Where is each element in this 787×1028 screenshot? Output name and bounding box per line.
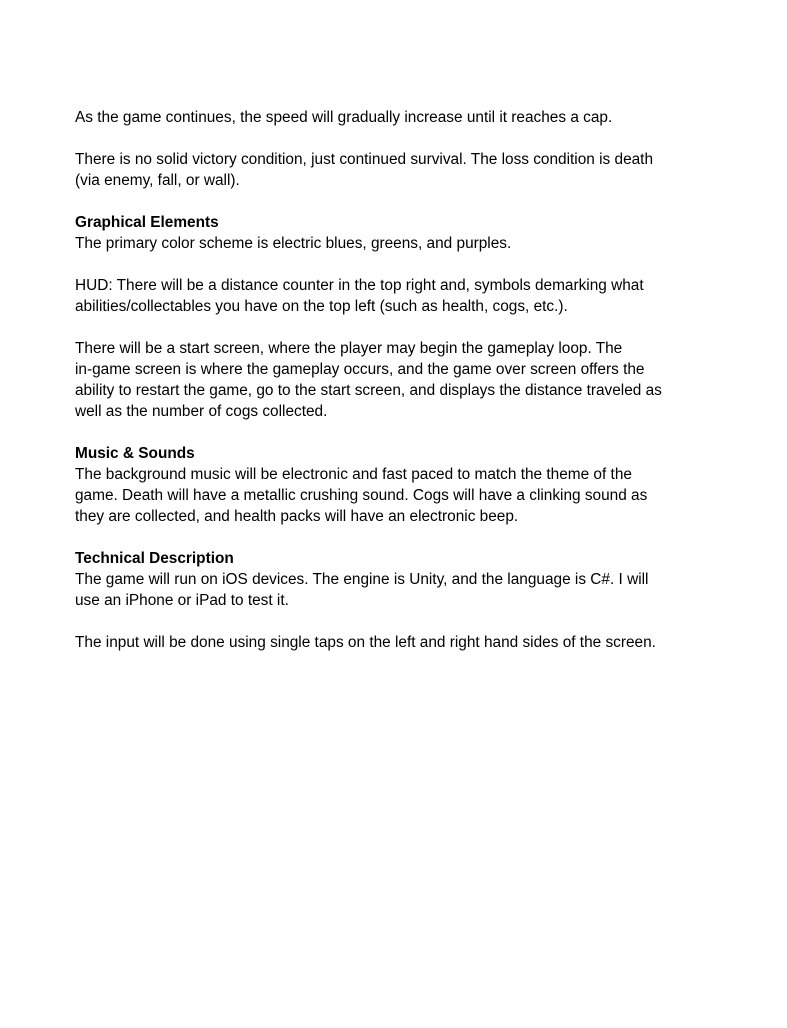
music-sounds-section [75,443,715,527]
technical-description-section [75,548,715,653]
speed-paragraph: As the game continues, the speed will gradually increase until it reaches a cap. [75,109,613,126]
input-paragraph: The input will be done using single taps on the left and right hand sides of the screen. [75,634,656,651]
music-paragraph: The background music will be electronic and fast paced to match the theme of the game. Death will have a metallic crushing sound. Cogs will have a clinking sound as they are collected, and health packs will have an electronic beep. [75,466,648,525]
screens-paragraph: There will be a start screen, where the player may begin the gameplay loop. The in-game screen is where the gameplay occurs, and the game over screen offers the ability to restart the game, go to the start screen, and displays the distance traveled as well as the number of cogs collected. [75,340,662,420]
document-body [75,107,715,674]
graphical-elements-heading: Graphical Elements [75,214,219,231]
graphical-elements-section [75,212,715,422]
music-sounds-heading: Music & Sounds [75,445,195,462]
victory-paragraph: There is no solid victory condition, just continued survival. The loss condition is death (via enemy, fall, or wall). [75,151,654,189]
platform-paragraph: The game will run on iOS devices. The engine is Unity, and the language is C#. I will use an iPhone or iPad to test it. [75,571,649,609]
hud-paragraph: HUD: There will be a distance counter in the top right and, symbols demarking what abilities/collectables you have on the top left (such as health, cogs, etc.). [75,277,644,315]
color-scheme-paragraph: The primary color scheme is electric blues, greens, and purples. [75,235,512,252]
technical-description-heading: Technical Description [75,550,234,567]
